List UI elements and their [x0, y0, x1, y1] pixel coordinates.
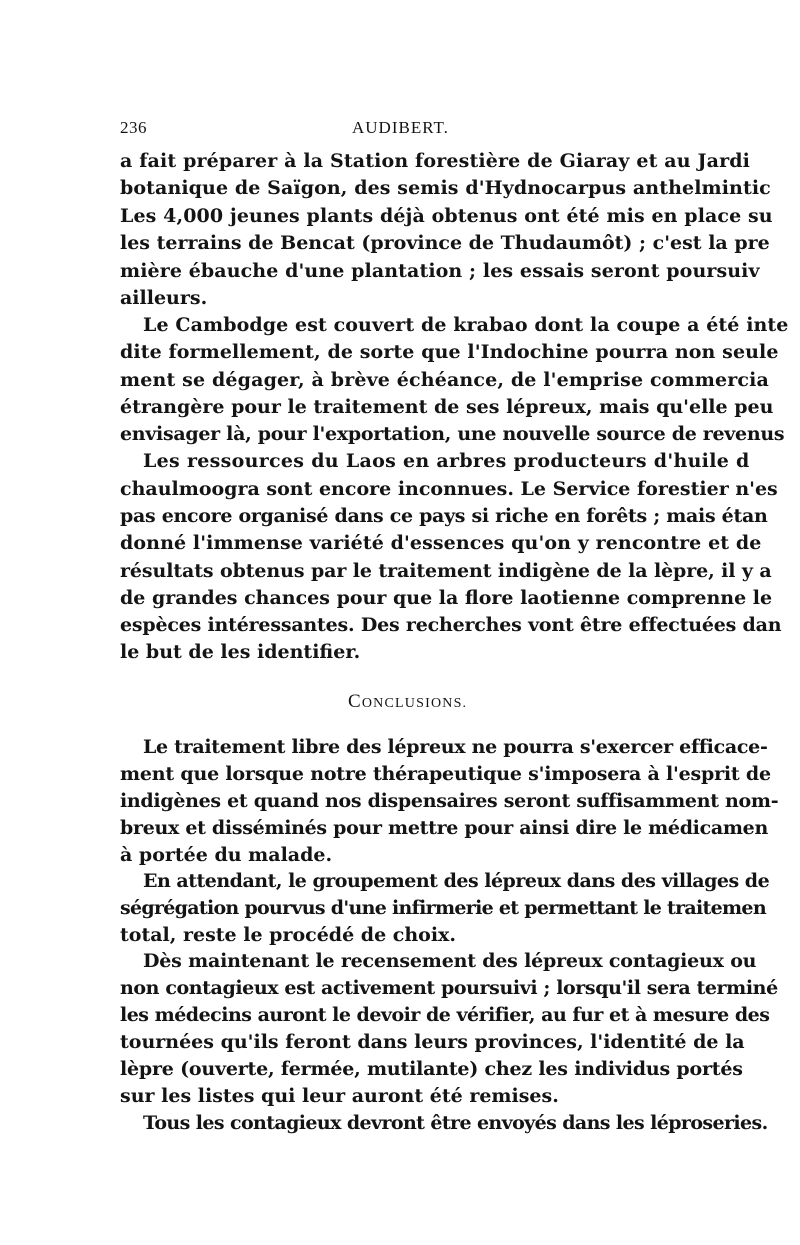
text-line: ment que lorsque notre thérapeutique s'imposera à l'esprit de	[120, 763, 771, 785]
text-line: de grandes chances pour que la flore laotienne comprenne le	[120, 587, 773, 609]
text-line: Tous les contagieux devront être envoyés dans les léproseries.	[143, 1112, 768, 1134]
text-line: a fait préparer à la Station forestière de Giaray et au Jardi	[120, 150, 751, 172]
text-line: tournées qu'ils feront dans leurs provinces, l'identité de la	[120, 1031, 745, 1053]
text-line: lèpre (ouverte, fermée, mutilante) chez les individus portés	[120, 1058, 743, 1080]
text-line: le but de les identifier.	[120, 641, 361, 663]
text-line: mière ébauche d'une plantation ; les essais seront poursuiv	[120, 260, 760, 282]
text-line: dite formellement, de sorte que l'Indochine pourra non seule	[120, 341, 779, 363]
text-line: les médecins auront le devoir de vérifier, au fur et à mesure des	[120, 1004, 770, 1026]
text-line: espèces intéressantes. Des recherches vont être effectuées dan	[120, 614, 782, 636]
text-line: ségrégation pourvus d'une infirmerie et permettant le traitemen	[120, 897, 766, 919]
text-line: indigènes et quand nos dispensaires seront suffisamment nom-	[120, 790, 779, 812]
page-number: 236	[120, 118, 147, 137]
text-line: à portée du malade.	[120, 844, 333, 866]
text-line: total, reste le procédé de choix.	[120, 924, 456, 946]
text-line: non contagieux est activement poursuivi ; lorsqu'il sera terminé	[120, 977, 778, 999]
text-line: ment se dégager, à brève échéance, de l'emprise commercia	[120, 369, 769, 391]
section-heading	[348, 691, 467, 713]
text-line: botanique de Saïgon, des semis d'Hydnocarpus anthelmintic	[120, 177, 771, 199]
heading-rest: ONCLUSIONS.	[361, 696, 468, 711]
text-line: résultats obtenus par le traitement indigène de la lèpre, il y a	[120, 560, 772, 582]
text-line: pas encore organisé dans ce pays si riche en forêts ; mais étan	[120, 505, 768, 527]
text-line: Le traitement libre des lépreux ne pourra s'exercer efficace-	[143, 736, 768, 758]
running-head	[120, 118, 800, 146]
text-line: donné l'immense variété d'essences qu'on y rencontre et de	[120, 532, 762, 554]
text-line: sur les listes qui leur auront été remises.	[120, 1085, 559, 1107]
text-line: Le Cambodge est couvert de krabao dont la coupe a été inte	[143, 314, 789, 336]
text-line: breux et disséminés pour mettre pour ainsi dire le médicamen	[120, 817, 768, 839]
text-line: les terrains de Bencat (province de Thudaumôt) ; c'est la pre	[120, 232, 770, 254]
text-line: Les ressources du Laos en arbres producteurs d'huile d	[143, 450, 750, 472]
text-line: chaulmoogra sont encore inconnues. Le Service forestier n'es	[120, 478, 778, 500]
text-line: ailleurs.	[120, 287, 208, 309]
text-line: Les 4,000 jeunes plants déjà obtenus ont été mis en place su	[120, 205, 773, 227]
running-head-title: AUDIBERT.	[352, 118, 449, 137]
text-line: Dès maintenant le recensement des lépreux contagieux ou	[143, 950, 757, 972]
text-line: étrangère pour le traitement de ses lépreux, mais qu'elle peu	[120, 396, 774, 418]
text-line: En attendant, le groupement des lépreux dans des villages de	[143, 870, 770, 892]
text-line: envisager là, pour l'exportation, une nouvelle source de revenus	[120, 423, 785, 445]
heading-initial: C	[348, 691, 362, 712]
